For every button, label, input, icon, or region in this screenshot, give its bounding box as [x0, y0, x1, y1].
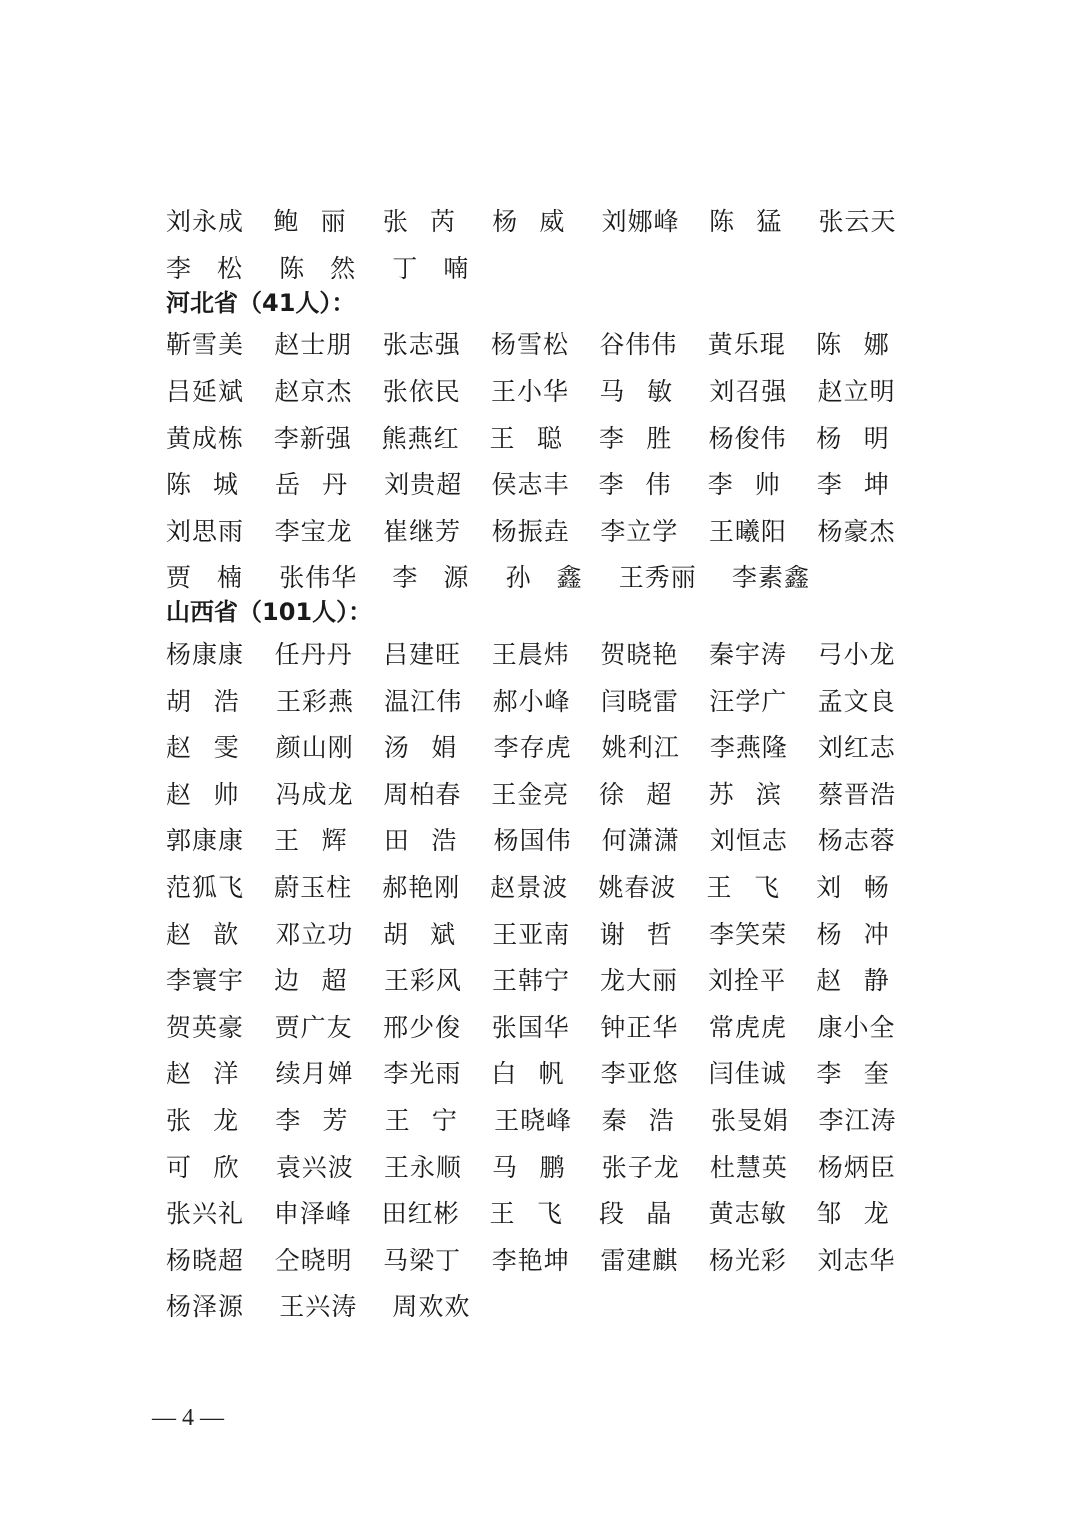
person-name: 刘恒志	[709, 826, 788, 856]
name-row	[166, 460, 926, 507]
person-name: 汪学广	[709, 686, 788, 716]
person-name: 黄志敏	[708, 1199, 787, 1229]
person-name: 申泽峰	[273, 1199, 352, 1229]
person-name: 刘思雨	[166, 516, 245, 546]
name-row	[166, 1189, 926, 1236]
person-name: 郝小峰	[492, 686, 571, 716]
name-row	[166, 1235, 926, 1282]
person-name: 李 芳	[275, 1105, 348, 1135]
person-name: 吕建旺	[383, 640, 462, 670]
name-row	[166, 676, 926, 723]
name-row	[166, 630, 926, 677]
person-name: 吕延斌	[166, 377, 245, 407]
person-name: 王 辉	[274, 826, 347, 856]
person-name: 仝晓明	[274, 1245, 353, 1275]
person-name: 田红彬	[381, 1199, 460, 1229]
person-name: 崔继芳	[383, 516, 462, 546]
person-name: 黄成栋	[166, 423, 245, 453]
person-name: 刘召强	[709, 377, 788, 407]
person-name: 陈 城	[166, 470, 238, 500]
person-name: 黄乐琨	[707, 330, 786, 360]
person-name: 刘 畅	[816, 873, 889, 903]
person-name: 王晨炜	[491, 640, 570, 670]
person-name: 鲍 丽	[273, 207, 346, 237]
person-name: 雷建麒	[600, 1245, 679, 1275]
person-name: 闫晓雷	[600, 686, 679, 716]
name-list-page	[166, 197, 926, 1329]
name-row	[166, 413, 926, 460]
name-row	[166, 723, 926, 770]
person-name: 胡 斌	[382, 919, 456, 949]
person-name: 杜慧英	[709, 1152, 788, 1182]
person-name: 李 奎	[816, 1059, 889, 1089]
person-name: 张 龙	[166, 1105, 239, 1135]
person-name: 王晓峰	[494, 1105, 573, 1135]
person-name: 周柏春	[383, 779, 462, 809]
person-name: 李宝龙	[274, 516, 353, 546]
person-name: 李江涛	[818, 1105, 897, 1135]
person-name: 赵京杰	[274, 377, 353, 407]
person-name: 王彩燕	[275, 686, 354, 716]
person-name: 张旻娟	[711, 1105, 790, 1135]
person-name: 颜山刚	[275, 733, 354, 763]
province-heading: 河北省（41人）：	[166, 288, 356, 317]
person-name: 杨光彩	[708, 1245, 787, 1275]
person-name: 可 欣	[166, 1152, 239, 1182]
person-name: 王 飞	[706, 873, 780, 903]
person-name: 赵 歆	[166, 919, 239, 949]
person-name: 王曦阳	[708, 516, 787, 546]
person-name: 杨振垚	[491, 516, 570, 546]
name-row	[166, 770, 926, 817]
person-name: 张国华	[491, 1012, 570, 1042]
person-name: 赵景波	[490, 873, 569, 903]
person-name: 刘娜峰	[601, 207, 680, 237]
person-name: 孙 鑫	[505, 563, 582, 593]
person-name: 王永顺	[383, 1152, 462, 1182]
person-name: 张兴礼	[166, 1199, 245, 1229]
person-name: 邹 龙	[816, 1199, 889, 1229]
person-name: 弓小龙	[817, 640, 896, 670]
person-name: 汤 娟	[383, 733, 457, 763]
name-row	[166, 1049, 926, 1096]
person-name: 赵 洋	[166, 1059, 239, 1089]
person-name: 姚春波	[598, 873, 677, 903]
person-name: 赵 帅	[166, 779, 239, 809]
person-name: 赵 静	[816, 966, 889, 996]
person-name: 赵士朋	[274, 330, 353, 360]
person-name: 康小全	[817, 1012, 896, 1042]
name-row	[166, 197, 926, 244]
person-name: 王秀丽	[618, 563, 697, 593]
person-name: 李 伟	[598, 470, 671, 500]
person-name: 李亚悠	[600, 1059, 679, 1089]
name-row	[166, 1282, 926, 1329]
person-name: 杨俊伟	[708, 423, 787, 453]
person-name: 贺英豪	[166, 1012, 245, 1042]
person-name: 靳雪美	[166, 330, 245, 360]
name-row	[166, 1142, 926, 1189]
name-row	[166, 320, 926, 367]
person-name: 杨晓超	[166, 1245, 245, 1275]
person-name: 张云天	[818, 207, 897, 237]
person-name: 马梁丁	[383, 1245, 462, 1275]
person-name: 岳 丹	[275, 470, 348, 500]
person-name: 谢 哲	[599, 919, 672, 949]
person-name: 赵 雯	[166, 733, 239, 763]
person-name: 刘永成	[166, 207, 245, 237]
person-name: 孟文良	[817, 686, 896, 716]
person-name: 陈 娜	[816, 330, 889, 360]
person-name: 邢少俊	[383, 1012, 462, 1042]
person-name: 蔡晋浩	[818, 779, 897, 809]
person-name: 郭康康	[166, 826, 245, 856]
person-name: 郝艳刚	[382, 873, 461, 903]
person-name: 姚利江	[601, 733, 680, 763]
person-name: 杨康康	[166, 640, 245, 670]
person-name: 张依民	[382, 377, 461, 407]
person-name: 李 坤	[816, 470, 889, 500]
name-row	[166, 1003, 926, 1050]
person-name: 丁 喃	[392, 253, 469, 283]
person-name: 王小华	[491, 377, 570, 407]
person-name: 杨志蓉	[817, 826, 896, 856]
person-name: 杨 冲	[816, 919, 889, 949]
person-name: 王亚南	[492, 919, 571, 949]
person-name: 蔚玉柱	[274, 873, 353, 903]
name-row	[166, 863, 926, 910]
person-name: 杨雪松	[491, 330, 570, 360]
person-name: 续月婵	[275, 1059, 354, 1089]
name-row	[166, 1096, 926, 1143]
person-name: 边 超	[274, 966, 347, 996]
person-name: 张伟华	[279, 563, 358, 593]
person-name: 李素鑫	[731, 563, 810, 593]
person-name: 周欢欢	[392, 1292, 471, 1322]
person-name: 邓立功	[275, 919, 354, 949]
person-name: 田 浩	[383, 826, 457, 856]
person-name: 苏 滨	[708, 779, 781, 809]
person-name: 赵立明	[817, 377, 896, 407]
person-name: 王彩风	[383, 966, 462, 996]
person-name: 李新强	[273, 423, 352, 453]
person-name: 王金亮	[491, 779, 570, 809]
person-name: 王韩宁	[491, 966, 570, 996]
person-name: 秦 浩	[601, 1105, 674, 1135]
person-name: 熊燕红	[381, 423, 460, 453]
person-name: 李 胜	[599, 423, 672, 453]
person-name: 贺晓艳	[600, 640, 679, 670]
person-name: 杨国伟	[493, 826, 572, 856]
person-name: 任丹丹	[274, 640, 353, 670]
person-name: 白 帆	[491, 1059, 564, 1089]
person-name: 闫佳诚	[708, 1059, 787, 1089]
page-number: — 4 —	[152, 1405, 224, 1431]
person-name: 王 宁	[384, 1105, 457, 1135]
person-name: 杨泽源	[166, 1292, 245, 1322]
person-name: 李笑荣	[709, 919, 788, 949]
person-name: 陈 猛	[709, 207, 782, 237]
person-name: 李 松	[166, 253, 242, 283]
person-name: 杨 威	[492, 207, 565, 237]
person-name: 张子龙	[601, 1152, 680, 1182]
person-name: 杨炳臣	[817, 1152, 896, 1182]
person-name: 常虎虎	[708, 1012, 787, 1042]
person-name: 王 聪	[489, 423, 562, 453]
name-row	[166, 507, 926, 554]
name-row	[166, 956, 926, 1003]
person-name: 张 芮	[382, 207, 456, 237]
person-name: 杨 明	[816, 423, 889, 453]
person-name: 李存虎	[493, 733, 572, 763]
person-name: 陈 然	[279, 253, 356, 283]
person-name: 李立学	[600, 516, 679, 546]
province-heading: 山西省（101人）：	[166, 598, 373, 627]
person-name: 王兴涛	[279, 1292, 358, 1322]
person-name: 李光雨	[383, 1059, 462, 1089]
person-name: 秦宇涛	[708, 640, 787, 670]
person-name: 侯志丰	[491, 470, 570, 500]
person-name: 李燕隆	[709, 733, 788, 763]
name-row	[166, 367, 926, 414]
person-name: 刘红志	[817, 733, 896, 763]
person-name: 范狐飞	[166, 873, 245, 903]
person-name: 徐 超	[599, 779, 672, 809]
person-name: 龙大丽	[600, 966, 679, 996]
person-name: 谷伟伟	[599, 330, 678, 360]
person-name: 段 晶	[599, 1199, 672, 1229]
name-row	[166, 909, 926, 956]
person-name: 袁兴波	[275, 1152, 354, 1182]
person-name: 冯成龙	[275, 779, 354, 809]
person-name: 李艳坤	[491, 1245, 570, 1275]
person-name: 王 飞	[489, 1199, 562, 1229]
person-name: 刘贵超	[384, 470, 463, 500]
person-name: 贾广友	[274, 1012, 353, 1042]
person-name: 李 源	[392, 563, 469, 593]
person-name: 张志强	[382, 330, 461, 360]
person-name: 李 帅	[707, 470, 780, 500]
person-name: 刘志华	[817, 1245, 896, 1275]
person-name: 杨豪杰	[817, 516, 896, 546]
person-name: 温江伟	[384, 686, 463, 716]
name-row	[166, 816, 926, 863]
person-name: 马 敏	[599, 377, 673, 407]
person-name: 胡 浩	[166, 686, 239, 716]
person-name: 李寰宇	[166, 966, 245, 996]
person-name: 钟正华	[600, 1012, 679, 1042]
person-name: 何潇潇	[601, 826, 680, 856]
person-name: 刘拴平	[708, 966, 787, 996]
person-name: 马 鹏	[491, 1152, 565, 1182]
person-name: 贾 楠	[166, 563, 242, 593]
